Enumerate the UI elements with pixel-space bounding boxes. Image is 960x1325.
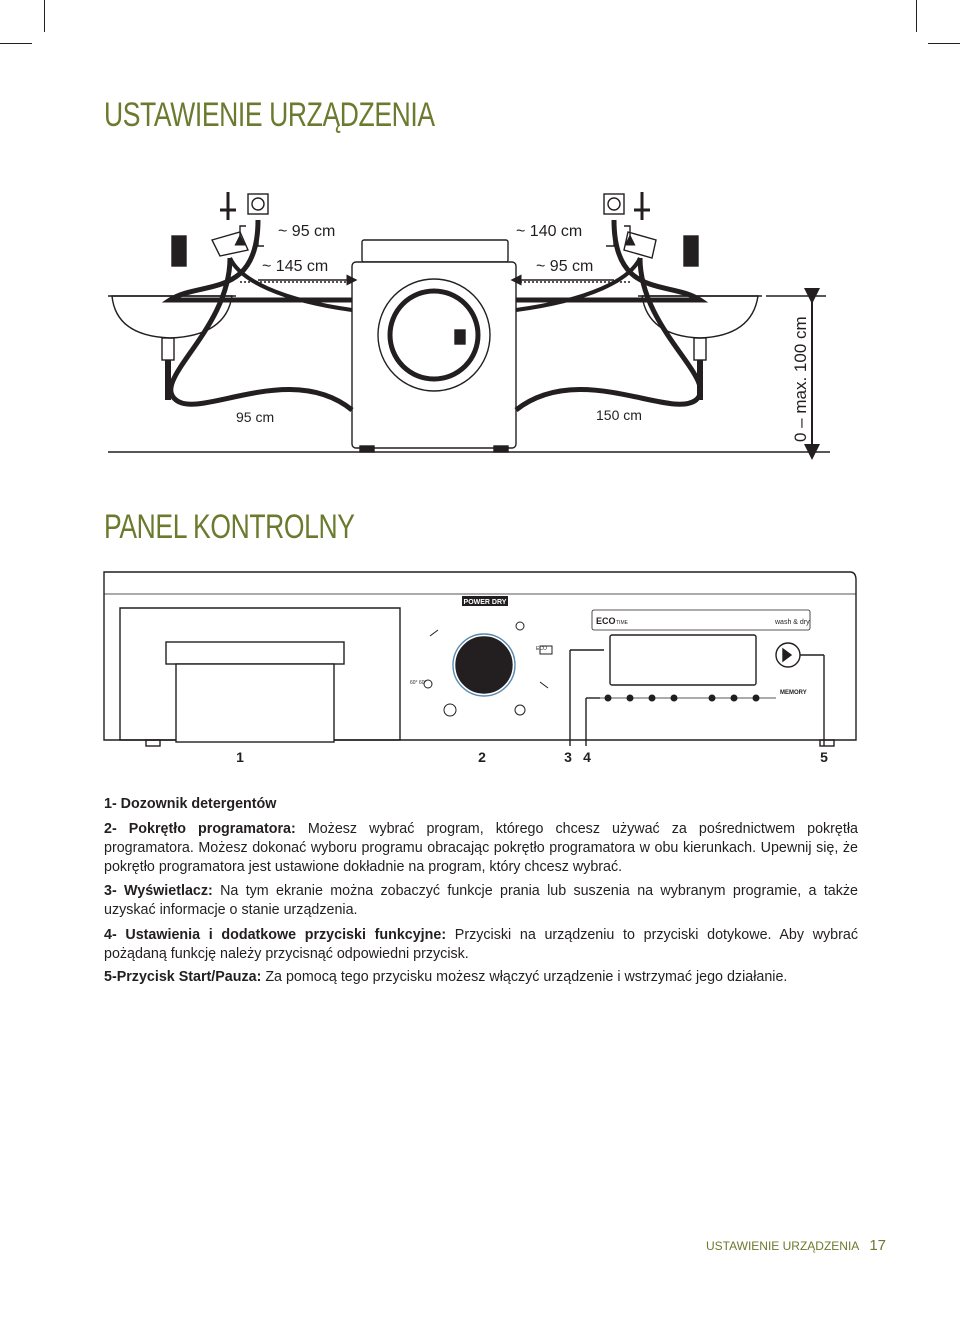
callout-3: 3 bbox=[564, 749, 572, 765]
wash-dry-label: wash & dry bbox=[775, 619, 810, 626]
description-label: 5-Przycisk Start/Pauza: bbox=[104, 969, 262, 985]
callout-1: 1 bbox=[236, 749, 244, 765]
sink-height-right: 150 cm bbox=[596, 407, 642, 423]
footer-section-label: USTAWIENIE URZĄDZENIA bbox=[705, 1239, 860, 1253]
power-dry-badge: POWER DRY bbox=[463, 599, 507, 606]
callout-4: 4 bbox=[583, 749, 591, 765]
description-item-4 bbox=[104, 926, 858, 964]
installation-diagram bbox=[0, 0, 960, 470]
dial-temp-label: 60° 60° bbox=[410, 680, 427, 686]
control-panel-section-title: PANEL KONTROLNY bbox=[104, 508, 355, 546]
control-panel-diagram bbox=[0, 560, 960, 770]
eco-label: ECO bbox=[596, 616, 616, 626]
installation-section-title: USTAWIENIE URZĄDZENIA bbox=[104, 96, 435, 134]
hose-length-left-upper: ~ 95 cm bbox=[278, 223, 336, 240]
description-text: Przyciski na urządzeniu to przyciski dotykowe. Aby wybrać pożądaną funkcję należy przycisnąć odpowiedni przycisk. bbox=[104, 927, 858, 962]
description-item-5 bbox=[104, 968, 858, 987]
hose-length-left-lower: ~ 145 cm bbox=[262, 258, 329, 275]
memory-label: MEMORY bbox=[780, 690, 807, 696]
page-number: 17 bbox=[869, 1237, 886, 1254]
description-item-3 bbox=[104, 882, 858, 920]
callout-5: 5 bbox=[820, 749, 828, 765]
description-label: 3- Wyświetlacz: bbox=[104, 883, 213, 899]
callout-2: 2 bbox=[478, 749, 486, 765]
display-drawing bbox=[610, 635, 756, 685]
description-label: 4- Ustawienia i dodatkowe przyciski funkcyjne: bbox=[104, 927, 447, 943]
description-text: Za pomocą tego przycisku możesz włączyć urządzenie i wstrzymać jego działanie. bbox=[265, 969, 788, 985]
sink-height-left: 95 cm bbox=[236, 409, 275, 425]
washing-machine-drawing bbox=[352, 240, 516, 452]
description-item-1 bbox=[104, 795, 858, 814]
dial-eco-label: ECO bbox=[536, 646, 547, 652]
time-label: TIME bbox=[616, 620, 628, 626]
program-dial-drawing bbox=[456, 637, 512, 693]
description-item-2 bbox=[104, 820, 858, 877]
hose-length-right-lower: ~ 95 cm bbox=[536, 258, 594, 275]
description-label: 1- Dozownik detergentów bbox=[104, 796, 277, 812]
description-text: Na tym ekranie można zobaczyć funkcje prania lub suszenia na wybranym programie, a także uzyskać informacje o stanie urządzenia. bbox=[104, 883, 858, 918]
height-range-label: 0 – max. 100 cm bbox=[791, 316, 810, 442]
hose-length-right-upper: ~ 140 cm bbox=[516, 223, 583, 240]
description-label: 2- Pokrętło programatora: bbox=[104, 821, 296, 837]
description-text: Możesz wybrać program, którego chcesz używać za pośrednictwem pokrętła programatora. Możesz dokonać wyboru programu obracając pokrętło programatora w obu kierunkach. Upewnij się, że pokrętło programatora jest ustawione dokładnie na program, który chcesz wybrać. bbox=[104, 821, 858, 875]
page-footer bbox=[706, 1237, 886, 1254]
